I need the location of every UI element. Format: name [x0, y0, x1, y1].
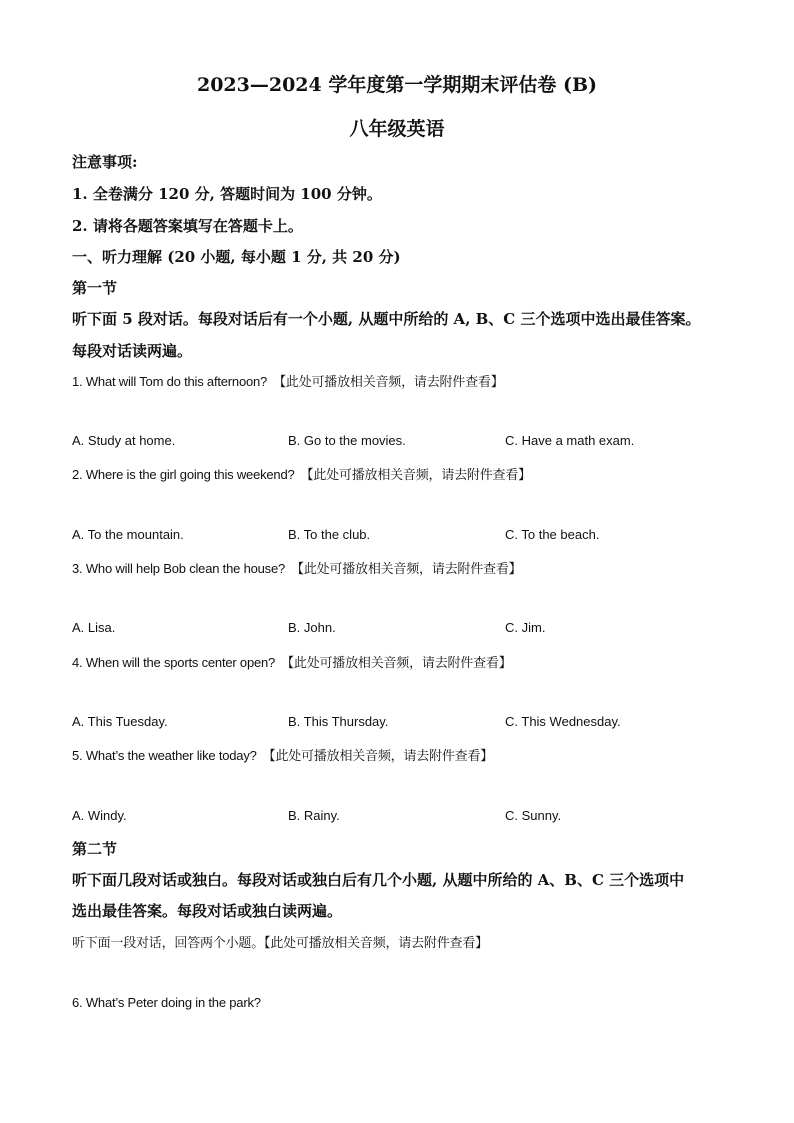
audio-link[interactable]: 【此处可播放相关音频，请去附件查看】 [281, 656, 512, 671]
question-3 [72, 558, 521, 577]
option-b[interactable]: B. Rainy. [288, 808, 340, 823]
option-a[interactable]: A. Lisa. [72, 620, 116, 635]
part2-label: 第二节 [72, 840, 118, 858]
question-stem: 5. What’s the weather like today? [72, 748, 257, 763]
option-b[interactable]: B. Go to the movies. [288, 433, 406, 448]
part1-label: 第一节 [72, 279, 118, 297]
option-a[interactable]: A. Study at home. [72, 433, 176, 448]
question-stem: 3. Who will help Bob clean the house? [72, 561, 286, 576]
question-stem: 2. Where is the girl going this weekend? [72, 467, 295, 482]
dialogue-intro-line [72, 932, 488, 951]
question-1 [72, 371, 504, 390]
part2-instruction: 听下面几段对话或独白。每段对话或独白后有几个小题, 从题中所给的 A、B、C 三个选项中 [72, 871, 685, 889]
option-c[interactable]: C. Have a math exam. [505, 433, 635, 448]
question-stem: 1. What will Tom do this afternoon? [72, 374, 268, 389]
audio-link[interactable]: 【此处可播放相关音频，请去附件查看】 [300, 468, 531, 483]
question-5 [72, 745, 493, 764]
exam-subtitle: 八年级英语 [349, 118, 445, 140]
part2-instruction: 选出最佳答案。每段对话或独白读两遍。 [72, 902, 343, 920]
option-c[interactable]: C. Sunny. [505, 808, 562, 823]
audio-link[interactable]: 【此处可播放相关音频，请去附件查看】 [273, 375, 504, 390]
option-b[interactable]: B. This Thursday. [288, 714, 389, 729]
notice-item: 2. 请将各题答案填写在答题卡上。 [72, 217, 303, 235]
part1-instruction: 听下面 5 段对话。每段对话后有一个小题, 从题中所给的 A, B、C 三个选项中选出最佳答案。 [72, 310, 701, 328]
option-a[interactable]: A. Windy. [72, 808, 127, 823]
notice-heading: 注意事项: [72, 153, 138, 171]
option-a[interactable]: A. To the mountain. [72, 527, 184, 542]
audio-link[interactable]: 【此处可播放相关音频，请去附件查看】 [262, 749, 494, 764]
exam-title: 2023—2024 学年度第一学期期末评估卷 (B) [196, 74, 598, 96]
question-stem: 4. When will the sports center open? [72, 655, 276, 670]
option-b[interactable]: B. John. [288, 620, 336, 635]
dialogue-intro: 听下面一段对话，回答两个小题。 [72, 936, 265, 951]
question-4 [72, 652, 512, 671]
question-2 [72, 464, 531, 483]
option-c[interactable]: C. To the beach. [505, 527, 600, 542]
audio-link[interactable]: 【此处可播放相关音频，请去附件查看】 [264, 936, 488, 951]
option-c[interactable]: C. This Wednesday. [505, 714, 621, 729]
notice-item: 1. 全卷满分 120 分, 答题时间为 100 分钟。 [72, 185, 382, 203]
question-6 [72, 995, 261, 1010]
part1-instruction: 每段对话读两遍。 [72, 342, 193, 360]
option-a[interactable]: A. This Tuesday. [72, 714, 168, 729]
question-stem: 6. What’s Peter doing in the park? [72, 995, 261, 1010]
section-heading-listening: 一、听力理解 (20 小题, 每小题 1 分, 共 20 分) [72, 248, 401, 266]
option-c[interactable]: C. Jim. [505, 620, 546, 635]
option-b[interactable]: B. To the club. [288, 527, 371, 542]
audio-link[interactable]: 【此处可播放相关音频，请去附件查看】 [291, 562, 522, 577]
